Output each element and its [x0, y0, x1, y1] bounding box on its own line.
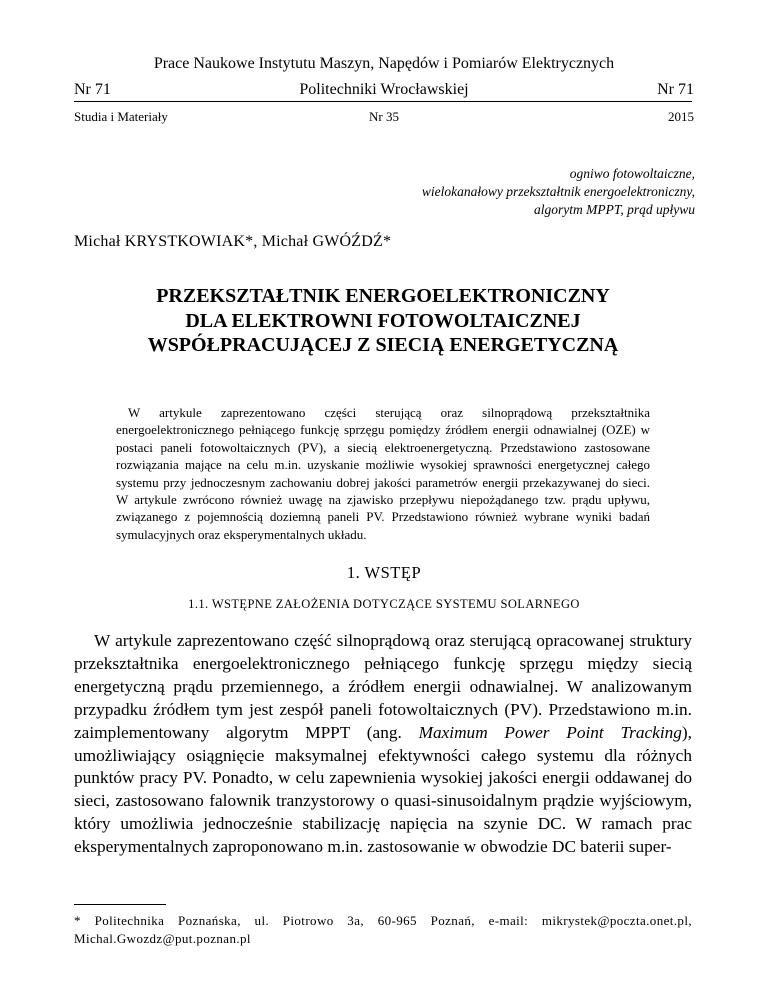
paper-title-line: PRZEKSZTAŁTNIK ENERGOELEKTRONICZNY: [156, 285, 610, 307]
paper-title-line: WSPÓŁPRACUJĄCEJ Z SIECIĄ ENERGETYCZNĄ: [147, 334, 619, 356]
journal-title-line-1: Prace Naukowe Instytutu Maszyn, Napędów i Pomiarów Elektrycznych: [153, 55, 615, 72]
paper-title-line: DLA ELEKTROWNI FOTOWOLTAICZNEJ: [185, 309, 581, 332]
keyword-line: ogniwo fotowoltaiczne,: [569, 166, 695, 181]
footnote-divider: [74, 904, 166, 905]
subsection-heading: 1.1. WSTĘPNE ZAŁOŻENIA DOTYCZĄCE SYSTEMU SOLARNEGO: [188, 597, 580, 611]
journal-number-left: Nr 71: [74, 81, 111, 98]
journal-title-line-2: Politechniki Wrocławskiej: [299, 81, 469, 98]
journal-number-right: Nr 71: [657, 81, 694, 98]
keyword-line: algorytm MPPT, prąd upływu: [534, 202, 695, 217]
body-text-part: ), umożliwiający osiągnięcie maksymalnej efektywności całego systemu dla różnych punktów pracy PV. Ponadto, w celu zapewnienia wysokiej jakości energii oddawanej do sieci, zastosowano falownik tranzystorowy o quasi-sinusoidalnym prądzie wyjściowym, który umożliwia jednocześnie stabilizację napięcia na szynie DC. W ramach prac eksperymentalnych zaproponowano m.in. zastosowanie w obwodzie DC baterii super-: [74, 722, 692, 857]
body-text-italic: Maximum Power Point Tracking: [418, 722, 682, 742]
section-heading: 1. WSTĘP: [346, 563, 422, 582]
series-name: Studia i Materiały: [74, 109, 168, 124]
authors: Michał KRYSTKOWIAK*, Michał GWÓŹDŹ*: [74, 233, 392, 250]
paper-title: [74, 284, 692, 358]
footnote: * Politechnika Poznańska, ul. Piotrowo 3a, 60-965 Poznań, e-mail: mikrystek@poczta.onet.pl, Michal.Gwozdz@put.poznan.pl: [74, 913, 692, 946]
abstract: W artykule zaprezentowano części sterującą oraz silnoprądową przekształtnika energoelektronicznego pełniącego funkcję sprzęgu pomiędzy źródłem energii odnawialnej (OZE) w postaci paneli fotowoltaicznych (PV), a siecią elektroenergetyczną. Przedstawiono zastosowane rozwiązania mające na celu m.in. uzyskanie możliwie wysokiej sprawności energetycznej całego systemu przy jednoczesnym zachowaniu dobrej jakości parametrów energii przekazywanej do sieci. W artykule zwrócono również uwagę na zjawisko przepływu niepożądanego tzw. prądu upływu, związanego z pojemnością doziemną paneli PV. Przedstawiono również wybrane wyniki badań symulacyjnych oraz eksperymentalnych układu.: [116, 405, 650, 542]
publication-year: 2015: [668, 109, 694, 124]
keyword-line: wielokanałowy przekształtnik energoelektroniczny,: [421, 184, 695, 199]
series-number: Nr 35: [369, 109, 399, 124]
body-paragraph: [74, 630, 692, 859]
header-divider: [74, 101, 692, 102]
body-text-part: W artykule zaprezentowano część silnoprądową oraz sterującą opracowanej struktury przekształtnika energoelektronicznego pełniącego funkcję sprzęgu między siecią energetyczną prądu przemiennego, a źródłem energii odnawialnej. W analizowanym przypadku źródłem tym jest zespół paneli fotowoltaicznych (PV). Przedstawiono m.in. zaimplementowany algorytm MPPT (ang.: [74, 631, 692, 742]
